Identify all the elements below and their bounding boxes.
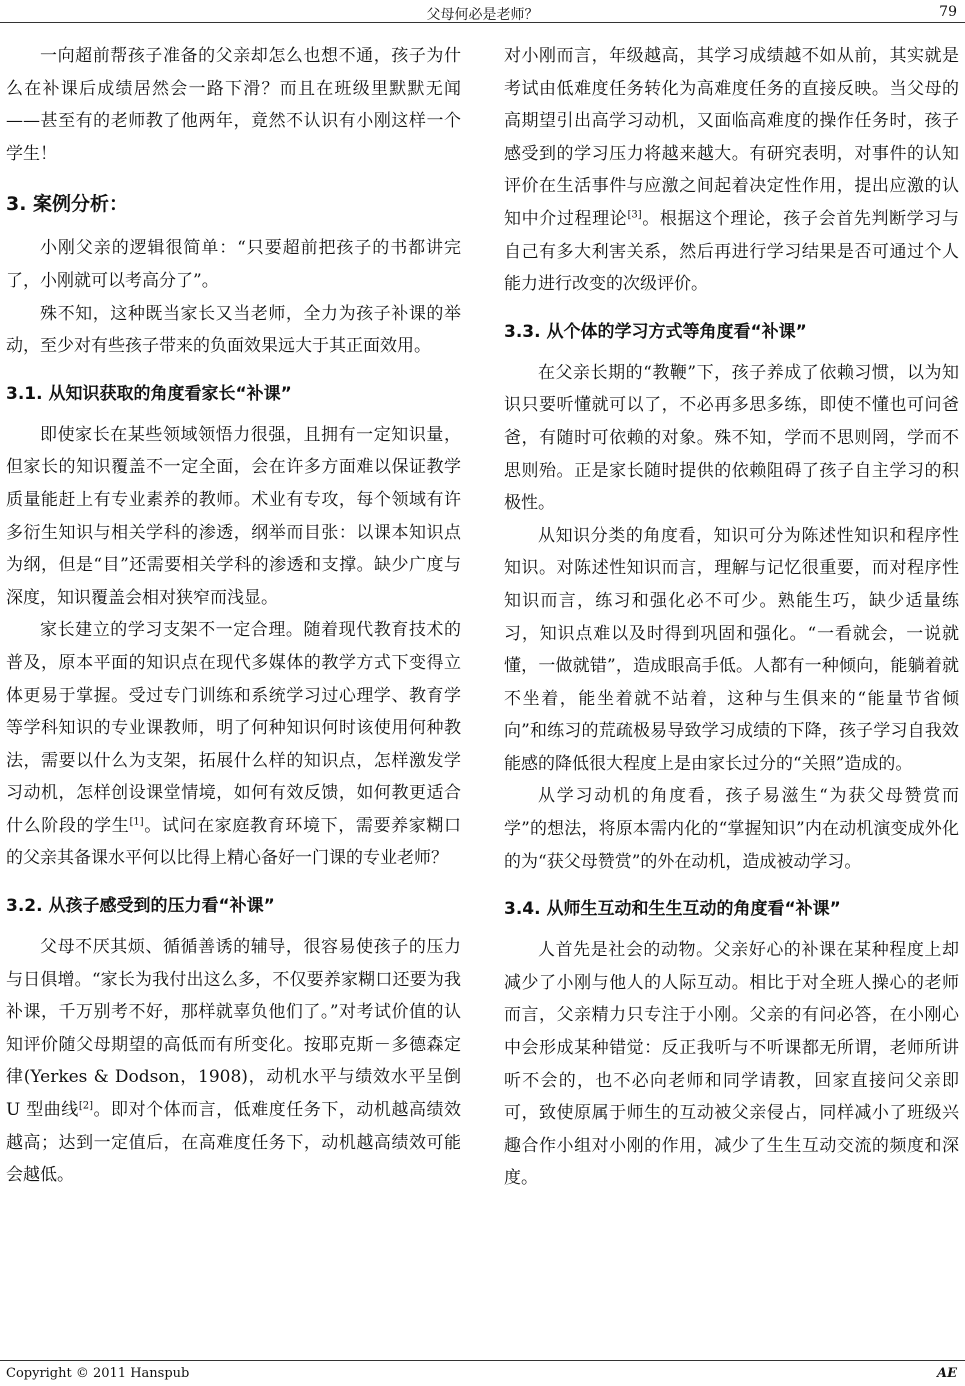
footer-rule: [0, 1360, 965, 1361]
journal-abbreviation: AE: [937, 1366, 957, 1381]
page-footer: [0, 1360, 965, 1386]
running-title: 父母何必是老师？: [426, 7, 539, 23]
page-number: 79: [939, 4, 957, 20]
subsection-heading-3-4: 3.4. 从师生互动和生生互动的角度看“补课”: [504, 899, 841, 920]
left-column: [6, 40, 461, 1192]
paragraph-text: 。试问在家庭教育环境下，需要养家糊口的父亲其备课水平何以比得上精心备好一门课的专业老师？: [6, 815, 462, 869]
paragraph: [504, 40, 959, 301]
citation-ref: [3]: [627, 209, 642, 221]
subsection-heading-3-2: 3.2. 从孩子感受到的压力看“补课”: [6, 896, 275, 917]
right-column: [504, 40, 959, 1195]
paragraph: 小刚父亲的逻辑很简单：“只要超前把孩子的书都讲完了，小刚就可以考高分了”。: [6, 238, 461, 291]
section-heading-3: 3. 案例分析：: [6, 193, 129, 216]
paragraph: [6, 931, 461, 1192]
paragraph: 从学习动机的角度看，孩子易滋生“为获父母赞赏而学”的想法，将原本需内化的“掌握知识”内在动机演变成外化的为“获父母赞赏”的外在动机，造成被动学习。: [504, 786, 959, 872]
citation-ref: [2]: [78, 1100, 93, 1112]
header-rule: [0, 22, 965, 23]
paragraph: [6, 614, 461, 875]
paragraph-text: 。即对个体而言，低难度任务下，动机越高绩效越高；达到一定值后，在高难度任务下，动机越高绩效可能会越低。: [6, 1100, 461, 1186]
paragraph: 从知识分类的角度看，知识可分为陈述性知识和程序性知识。对陈述性知识而言，理解与记忆很重要，而对程序性知识而言，练习和强化必不可少。熟能生巧，缺少适量练习，知识点难以及时得到巩固和强化。“一看就会，一说就懂，一做就错”，造成眼高手低。人都有一种倾向，能躺着就不坐着，能坐着就不站着，这种与生俱来的“能量节省倾向”和练习的荒疏极易导致学习成绩的下降，孩子学习自我效能感的降低很大程度上是由家长过分的“关照”造成的。: [504, 525, 959, 774]
subsection-heading-3-1: 3.1. 从知识获取的角度看家长“补课”: [6, 383, 292, 404]
paragraph: 即使家长在某些领域领悟力很强，且拥有一定知识量，但家长的知识覆盖不一定全面，会在许多方面难以保证教学质量能赶上有专业素养的教师。术业有专攻，每个领域有许多衍生知识与相关学科的渗透，纲举而目张：以课本知识点为纲，但是“目”还需要相关学科的渗透和支撑。缺少广度与深度，知识覆盖会相对狭窄而浅显。: [6, 424, 461, 608]
paragraph-text: 对小刚而言，年级越高，其学习成绩越不如从前，其实就是考试由低难度任务转化为高难度任务的直接反映。当父母的高期望引出高学习动机，又面临高难度的操作任务时，孩子感受到的学习压力将越来越大。有研究表明，对事件的认知评价在生活事件与应激之间起着决定性作用，提出应激的认知中介过程理论: [504, 46, 959, 229]
citation-ref: [1]: [129, 816, 144, 828]
paragraph-text: 家长建立的学习支架不一定合理。随着现代教育技术的普及，原本平面的知识点在现代多媒体的教学方式下变得立体更易于掌握。受过专门训练和系统学习过心理学、教育学等学科知识的专业课教师，明了何种知识何时该使用何种教法，需要以什么为支架，拓展什么样的知识点，怎样激发学习动机，怎样创设课堂情境，如何有效反馈，如何教更适合什么阶段的学生: [6, 620, 461, 836]
copyright-notice: Copyright © 2011 Hanspub: [6, 1366, 190, 1381]
page-header: [0, 0, 965, 22]
paragraph: 人首先是社会的动物。父亲好心的补课在某种程度上却减少了小刚与他人的人际互动。相比于对全班人操心的老师而言，父亲精力只专注于小刚。父亲的有问必答，在小刚心中会形成某种错觉：反正我听与不听课都无所谓，老师所讲听不会的，也不必向老师和同学请教，回家直接问父亲即可，致使原属于师生的互动被父亲侵占，同样减小了班级兴趣合作小组对小刚的作用，减少了生生互动交流的频度和深度。: [504, 940, 959, 1189]
paragraph-text: 。根据这个理论，孩子会首先判断学习与自己有多大利害关系，然后再进行学习结果是否可通过个人能力进行改变的次级评价。: [504, 208, 960, 295]
paragraph: 在父亲长期的“教鞭”下，孩子养成了依赖习惯，以为知识只要听懂就可以了，不必再多思多练，即使不懂也可问爸爸，有随时可依赖的对象。殊不知，学而不思则罔，学而不思则殆。正是家长随时提供的依赖阻碍了孩子自主学习的积极性。: [504, 362, 959, 514]
paragraph: 殊不知，这种既当家长又当老师，全力为孩子补课的举动，至少对有些孩子带来的负面效果远大于其正面效用。: [6, 303, 461, 357]
paragraph: 一向超前帮孩子准备的父亲却怎么也想不通，孩子为什么在补课后成绩居然会一路下滑？而且在班级里默默无闻——甚至有的老师教了他两年，竟然不认识有小刚这样一个学生！: [6, 46, 461, 164]
paragraph-text: 父母不厌其烦、循循善诱的辅导，很容易使孩子的压力与日俱增。“家长为我付出这么多，不仅要养家糊口还要为我补课，千万别考不好，那样就辜负他们了。”对考试价值的认知评价随父母期望的高低而有所变化。按耶克斯－多德森定律(Yerkes & Dodson，1908)，动机水平与绩效水平呈倒 U 型曲线: [6, 937, 461, 1121]
subsection-heading-3-3: 3.3. 从个体的学习方式等角度看“补课”: [504, 321, 807, 342]
